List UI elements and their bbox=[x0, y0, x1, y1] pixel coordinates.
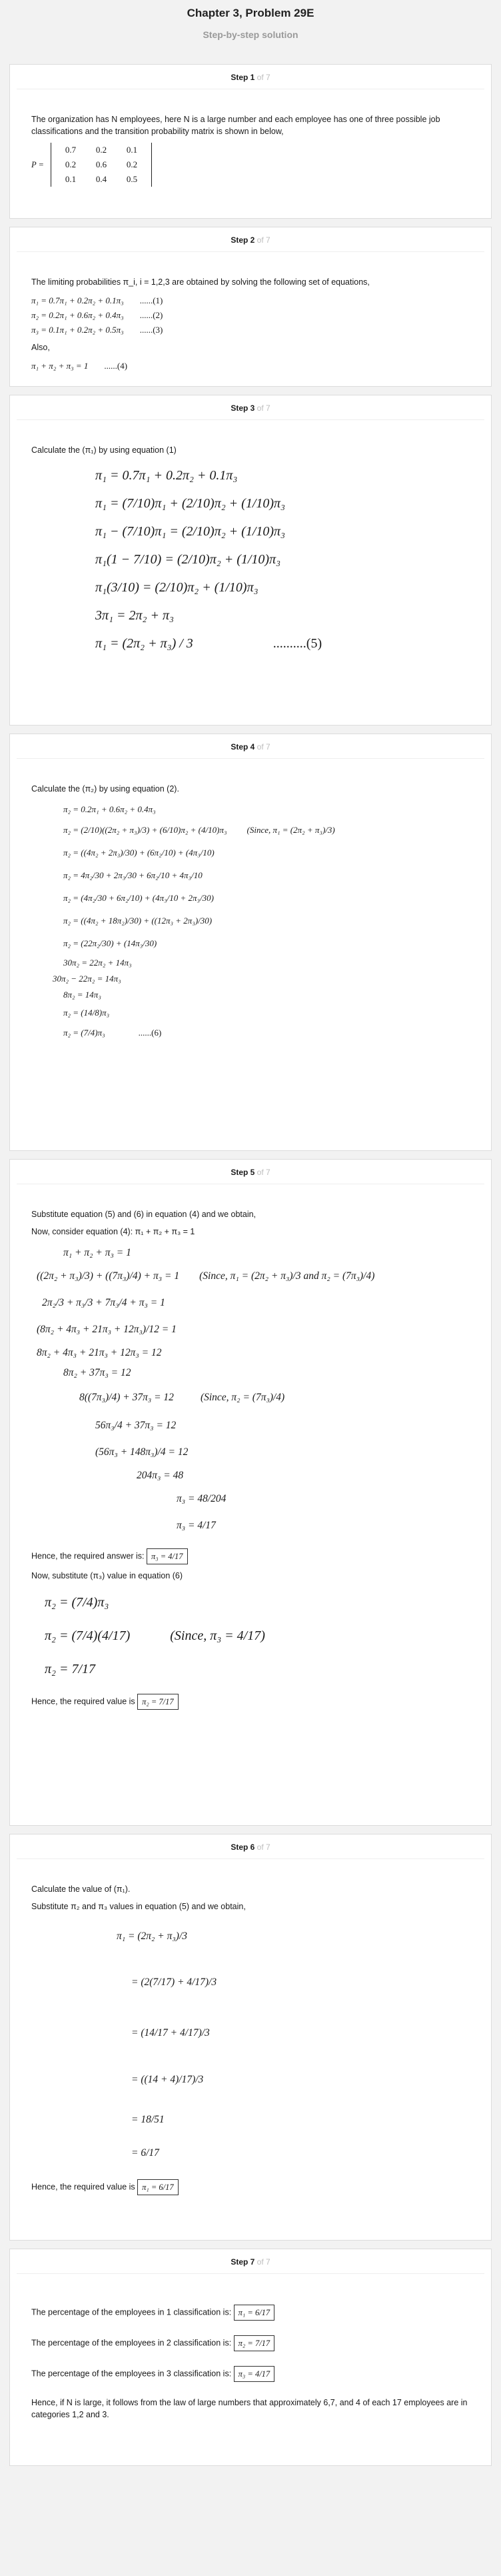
derivation-text: π₂ = (7/4)(4/17) bbox=[45, 1628, 131, 1643]
matrix-cell: 0.1 bbox=[65, 174, 77, 184]
conclusion-text: Hence, if N is large, it follows from the law of large numbers that approximately 6,7, and 4 of each 17 employees are in categories 1,2 and 3. bbox=[31, 2398, 468, 2419]
consider-equation: Now, consider equation (4): π₁ + π₂ + π₃ = 1 bbox=[31, 1227, 195, 1236]
step-label: Step 6 bbox=[231, 1842, 255, 1852]
derivation-line: π₁ = (7/10)π₁ + (2/10)π₂ + (1/10)π₃ bbox=[95, 496, 286, 511]
page-title: Chapter 3, Problem 29E bbox=[187, 7, 314, 19]
equation-text: π₁ = 0.7π₁ + 0.2π₂ + 0.1π₃ bbox=[31, 295, 124, 305]
derivation-line: π₃ = 48/204 bbox=[177, 1493, 227, 1504]
step-label: Step 1 bbox=[231, 73, 255, 82]
derivation-line: = ((14 + 4)/17)/3 bbox=[131, 2074, 204, 2085]
derivation-text: π₂ = (7/4)π₃ bbox=[63, 1028, 105, 1038]
derivation-line: π₂ = 4π₂/30 + 2π₃/30 + 6π₂/10 + 4π₃/10 bbox=[63, 870, 203, 880]
classification-text: The percentage of the employees in 2 classification is: bbox=[31, 2338, 232, 2348]
step-4-header bbox=[17, 734, 484, 759]
derivation-line: π₂ = (22π₂/30) + (14π₃/30) bbox=[63, 938, 157, 948]
derivation-line: 8π₂ + 37π₃ = 12 bbox=[63, 1367, 131, 1378]
since-note: (Since, π₁ = (2π₂ + π₃)/3) bbox=[247, 825, 335, 835]
derivation-line: π₂ = ((4π₂ + 2π₃)/30) + (6π₂/10) + (4π₃/10) bbox=[63, 848, 215, 858]
equation-tag: ......(6) bbox=[138, 1028, 162, 1038]
matrix-cell: 0.2 bbox=[95, 145, 107, 155]
classification-row-1 bbox=[31, 2305, 470, 2321]
derivation-line: = 6/17 bbox=[131, 2147, 159, 2159]
derivation-line: 8π₂ + 4π₃ + 21π₃ + 12π₃ = 12 bbox=[37, 1347, 162, 1358]
derivation-line: 30π₂ = 22π₂ + 14π₃ bbox=[63, 958, 132, 968]
classification-row-3 bbox=[31, 2366, 470, 2382]
matrix-cell: 0.5 bbox=[126, 174, 138, 184]
page-header bbox=[0, 0, 501, 64]
derivation-line-final bbox=[95, 629, 470, 658]
step-6-sub: Substitute π₂ and π₃ values in equation (5) and we obtain, bbox=[31, 1902, 246, 1911]
derivation-text: π₂ = (2/10)((2π₂ + π₃)/3) + (6/10)π₂ + (4/10)π₃ bbox=[63, 825, 227, 835]
derivation-line: π₂ = (14/8)π₃ bbox=[63, 1008, 110, 1018]
derivation-line-final bbox=[63, 1023, 470, 1043]
step-2-header bbox=[17, 227, 484, 252]
derivation-line: (56π₃ + 148π₃)/4 = 12 bbox=[95, 1446, 189, 1458]
derivation-line: π₂ = 0.2π₁ + 0.6π₂ + 0.4π₃ bbox=[63, 804, 156, 814]
derivation-line: 56π₃/4 + 37π₃ = 12 bbox=[95, 1420, 177, 1431]
equation-4 bbox=[31, 359, 470, 373]
derivation-line: π₁ = (2π₂ + π₃)/3 bbox=[117, 1930, 188, 1942]
derivation-line-since bbox=[37, 1263, 470, 1290]
step-4-intro: Calculate the (π₂) by using equation (2). bbox=[31, 784, 179, 794]
derivation-line: π₃ = 4/17 bbox=[177, 1520, 216, 1531]
page-subtitle: Step-by-step solution bbox=[203, 29, 298, 40]
matrix-grid bbox=[51, 143, 152, 187]
derivation-line: π₁ − (7/10)π₁ = (2/10)π₂ + (1/10)π₃ bbox=[95, 524, 286, 539]
classification-row-2 bbox=[31, 2335, 470, 2351]
step-3-intro: Calculate the (π₁) by using equation (1) bbox=[31, 445, 177, 455]
step-1-card bbox=[9, 64, 492, 219]
step-label: Step 2 bbox=[231, 235, 255, 245]
classification-text: The percentage of the employees in 3 classification is: bbox=[31, 2369, 232, 2379]
step-of: of 7 bbox=[256, 742, 270, 752]
equation-text: π₂ = 0.2π₁ + 0.6π₂ + 0.4π₃ bbox=[31, 310, 124, 320]
derivation-line: = 18/51 bbox=[131, 2114, 165, 2125]
transition-matrix bbox=[31, 143, 470, 187]
step-of: of 7 bbox=[256, 73, 270, 82]
step-2-intro: The limiting probabilities π_i, i = 1,2,3 are obtained by solving the following set of equations, bbox=[31, 277, 370, 287]
step-label: Step 4 bbox=[231, 742, 255, 752]
step-7-card bbox=[9, 2249, 492, 2466]
answer-line bbox=[31, 2179, 470, 2195]
derivation-line: π₁(3/10) = (2/10)π₂ + (1/10)π₃ bbox=[95, 580, 258, 595]
derivation-line: 2π₂/3 + π₃/3 + 7π₃/4 + π₃ = 1 bbox=[42, 1297, 165, 1308]
step-1-text: The organization has N employees, here N is a large number and each employee has one of three possible job classifications and the transition probability matrix is shown in below, bbox=[31, 115, 440, 136]
step-6-header bbox=[17, 1834, 484, 1859]
equation-tag: ......(1) bbox=[139, 295, 163, 305]
step-5-card bbox=[9, 1159, 492, 1826]
derivation-line: 204π₃ = 48 bbox=[137, 1470, 184, 1481]
matrix-cell: 0.2 bbox=[65, 159, 77, 169]
matrix-cell: 0.1 bbox=[126, 145, 138, 155]
derivation-line: π₁ + π₂ + π₃ = 1 bbox=[63, 1247, 131, 1258]
equation-tag: ..........(5) bbox=[272, 636, 322, 651]
derivation-line-since bbox=[37, 1383, 470, 1412]
matrix-cell: 0.2 bbox=[126, 159, 138, 169]
answer-box: π₃ = 4/17 bbox=[234, 2366, 275, 2382]
step-4-card bbox=[9, 734, 492, 1151]
matrix-label: P = bbox=[31, 160, 44, 169]
derivation-line: π₂ = ((4π₂ + 18π₂)/30) + ((12π₃ + 2π₃)/30) bbox=[63, 916, 213, 926]
derivation-line-since bbox=[45, 1618, 470, 1654]
step-of: of 7 bbox=[256, 2257, 270, 2267]
step-3-header bbox=[17, 395, 484, 420]
step-6-intro: Calculate the value of (π₁). bbox=[31, 1884, 131, 1894]
step-5-header bbox=[17, 1160, 484, 1184]
answer-box: π₁ = 6/17 bbox=[137, 2179, 179, 2195]
equation-2 bbox=[31, 308, 470, 323]
derivation-line: = (14/17 + 4/17)/3 bbox=[131, 2027, 210, 2039]
derivation-line: 3π₁ = 2π₂ + π₃ bbox=[95, 608, 174, 623]
step-1-header bbox=[17, 65, 484, 89]
step-6-card bbox=[9, 1834, 492, 2241]
answer-text: Hence, the required answer is: bbox=[31, 1551, 145, 1561]
derivation-line: π₂ = (4π₂/30 + 6π₂/10) + (4π₃/10 + 2π₃/30) bbox=[63, 893, 215, 903]
answer-text: Hence, the required value is bbox=[31, 1696, 135, 1706]
step-3-card bbox=[9, 395, 492, 726]
step-label: Step 5 bbox=[231, 1168, 255, 1177]
answer-box: π₃ = 4/17 bbox=[147, 1548, 188, 1564]
equation-text: π₃ = 0.1π₁ + 0.2π₂ + 0.5π₃ bbox=[31, 325, 124, 335]
answer-text: Hence, the required value is bbox=[31, 2182, 135, 2192]
derivation-line: π₂ = (7/4)π₃ bbox=[45, 1595, 109, 1610]
step-of: of 7 bbox=[256, 403, 270, 413]
step-7-header bbox=[17, 2249, 484, 2274]
step-of: of 7 bbox=[256, 235, 270, 245]
derivation-text: ((2π₂ + π₃)/3) + ((7π₃)/4) + π₃ = 1 bbox=[37, 1270, 180, 1282]
since-note: (Since, π₁ = (2π₂ + π₃)/3 and π₂ = (7π₃)/4) bbox=[199, 1270, 375, 1282]
step-5-intro: Substitute equation (5) and (6) in equation (4) and we obtain, bbox=[31, 1210, 256, 1219]
answer-line bbox=[31, 1548, 470, 1564]
answer-box: π₂ = 7/17 bbox=[234, 2335, 275, 2351]
substitute-text: Now, substitute (π₃) value in equation (6) bbox=[31, 1571, 183, 1580]
equation-tag: ......(2) bbox=[139, 310, 163, 320]
equation-text: π₁ + π₂ + π₃ = 1 bbox=[31, 361, 89, 371]
answer-box: π₁ = 6/17 bbox=[234, 2305, 275, 2321]
equation-tag: ......(4) bbox=[104, 361, 128, 371]
equation-1 bbox=[31, 293, 470, 308]
step-2-card bbox=[9, 227, 492, 387]
derivation-line: (8π₂ + 4π₃ + 21π₃ + 12π₃)/12 = 1 bbox=[37, 1324, 177, 1335]
equation-3 bbox=[31, 323, 470, 337]
derivation-line: = (2(7/17) + 4/17)/3 bbox=[131, 1977, 217, 1988]
derivation-line: π₁ = 0.7π₁ + 0.2π₂ + 0.1π₃ bbox=[95, 468, 238, 483]
derivation-line: 8π₂ = 14π₃ bbox=[63, 990, 101, 1000]
equation-tag: ......(3) bbox=[139, 325, 163, 335]
step-label: Step 3 bbox=[231, 403, 255, 413]
answer-line bbox=[31, 1694, 470, 1710]
derivation-line: π₂ = 7/17 bbox=[45, 1662, 96, 1676]
matrix-cell: 0.7 bbox=[65, 145, 77, 155]
derivation-text: 8((7π₃)/4) + 37π₃ = 12 bbox=[79, 1392, 174, 1403]
step-of: of 7 bbox=[256, 1842, 270, 1852]
also-text: Also, bbox=[31, 343, 50, 352]
classification-text: The percentage of the employees in 1 classification is: bbox=[31, 2307, 232, 2317]
since-note: (Since, π₃ = 4/17) bbox=[170, 1628, 265, 1643]
matrix-cell: 0.4 bbox=[95, 174, 107, 184]
step-label: Step 7 bbox=[231, 2257, 255, 2267]
derivation-line-since bbox=[63, 819, 470, 842]
answer-box: π₂ = 7/17 bbox=[137, 1694, 179, 1710]
derivation-line: 30π₂ − 22π₂ = 14π₃ bbox=[53, 974, 121, 984]
derivation-line: π₁(1 − 7/10) = (2/10)π₂ + (1/10)π₃ bbox=[95, 552, 281, 567]
derivation-text: π₁ = (2π₂ + π₃) / 3 bbox=[95, 636, 193, 651]
step-of: of 7 bbox=[256, 1168, 270, 1177]
since-note: (Since, π₂ = (7π₃)/4) bbox=[200, 1392, 285, 1403]
matrix-cell: 0.6 bbox=[95, 159, 107, 169]
